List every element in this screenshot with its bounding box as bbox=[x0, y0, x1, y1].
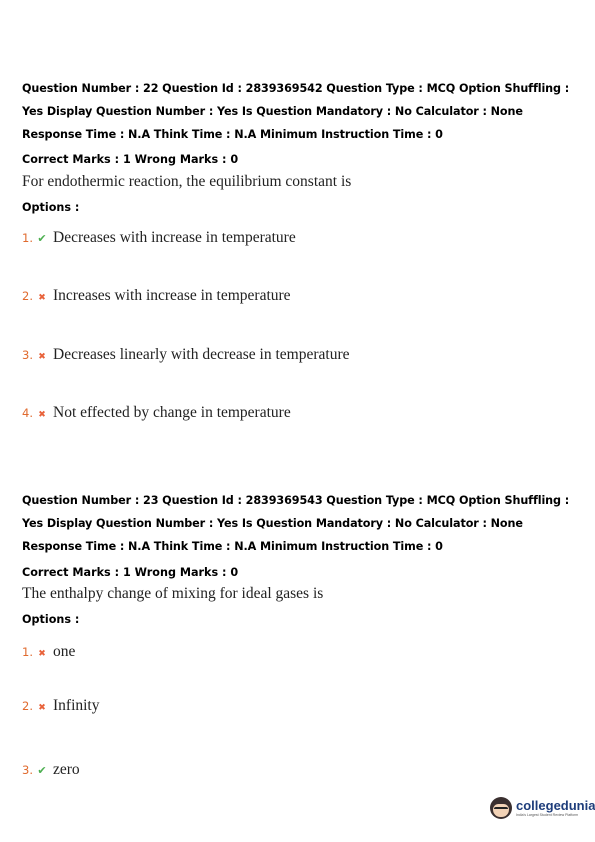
option-text: Decreases linearly with decrease in temperature bbox=[53, 346, 350, 363]
question-22-option-2 bbox=[22, 287, 291, 305]
cross-icon: ✖ bbox=[38, 410, 46, 420]
question-22-text: For endothermic reaction, the equilibrium constant is bbox=[22, 173, 352, 190]
collegedunia-logo bbox=[490, 797, 595, 819]
option-number: 3. bbox=[22, 348, 33, 362]
logo-text bbox=[516, 799, 595, 818]
cross-icon: ✖ bbox=[38, 703, 46, 713]
option-number: 2. bbox=[22, 699, 33, 713]
question-23-option-3 bbox=[22, 761, 80, 779]
option-text: one bbox=[53, 643, 76, 660]
question-23-text: The enthalpy change of mixing for ideal gases is bbox=[22, 585, 324, 602]
cross-icon: ✖ bbox=[38, 293, 46, 303]
option-number: 4. bbox=[22, 406, 33, 420]
logo-tagline: India's Largest Student Review Platform bbox=[516, 812, 579, 817]
question-23-option-1 bbox=[22, 643, 75, 661]
question-22-marks: Correct Marks : 1 Wrong Marks : 0 bbox=[22, 153, 239, 166]
option-number: 2. bbox=[22, 289, 33, 303]
question-23-option-2 bbox=[22, 697, 100, 715]
cross-icon: ✖ bbox=[38, 352, 46, 362]
question-23-options-label: Options : bbox=[22, 613, 80, 626]
option-text: Decreases with increase in temperature bbox=[53, 229, 296, 246]
mascot-icon bbox=[490, 797, 512, 819]
option-text: Infinity bbox=[53, 697, 100, 714]
check-icon: ✔ bbox=[37, 232, 47, 245]
option-text: Not effected by change in temperature bbox=[53, 404, 291, 421]
question-22-option-3 bbox=[22, 346, 350, 364]
option-number: 1. bbox=[22, 231, 33, 245]
check-icon: ✔ bbox=[37, 764, 47, 777]
question-22-meta: Question Number : 22 Question Id : 2839369542 Question Type : MCQ Option Shuffling : Yes Display Question Number : Yes Is Question Mandatory : No Calculator : None Response Time : N.A Think Time : N.A Minimum Instruction Time : 0 bbox=[22, 82, 570, 141]
question-22-option-1 bbox=[22, 229, 296, 247]
question-23-meta: Question Number : 23 Question Id : 2839369543 Question Type : MCQ Option Shuffling : Yes Display Question Number : Yes Is Question Mandatory : No Calculator : None Response Time : N.A Think Time : N.A Minimum Instruction Time : 0 bbox=[22, 494, 570, 553]
cross-icon: ✖ bbox=[38, 649, 46, 659]
logo-name: collegedunia bbox=[516, 797, 595, 813]
option-number: 3. bbox=[22, 763, 33, 777]
option-text: Increases with increase in temperature bbox=[53, 287, 291, 304]
question-22-options-label: Options : bbox=[22, 201, 80, 214]
option-text: zero bbox=[53, 761, 80, 778]
question-22-option-4 bbox=[22, 404, 291, 422]
question-23-marks: Correct Marks : 1 Wrong Marks : 0 bbox=[22, 566, 239, 579]
option-number: 1. bbox=[22, 645, 33, 659]
